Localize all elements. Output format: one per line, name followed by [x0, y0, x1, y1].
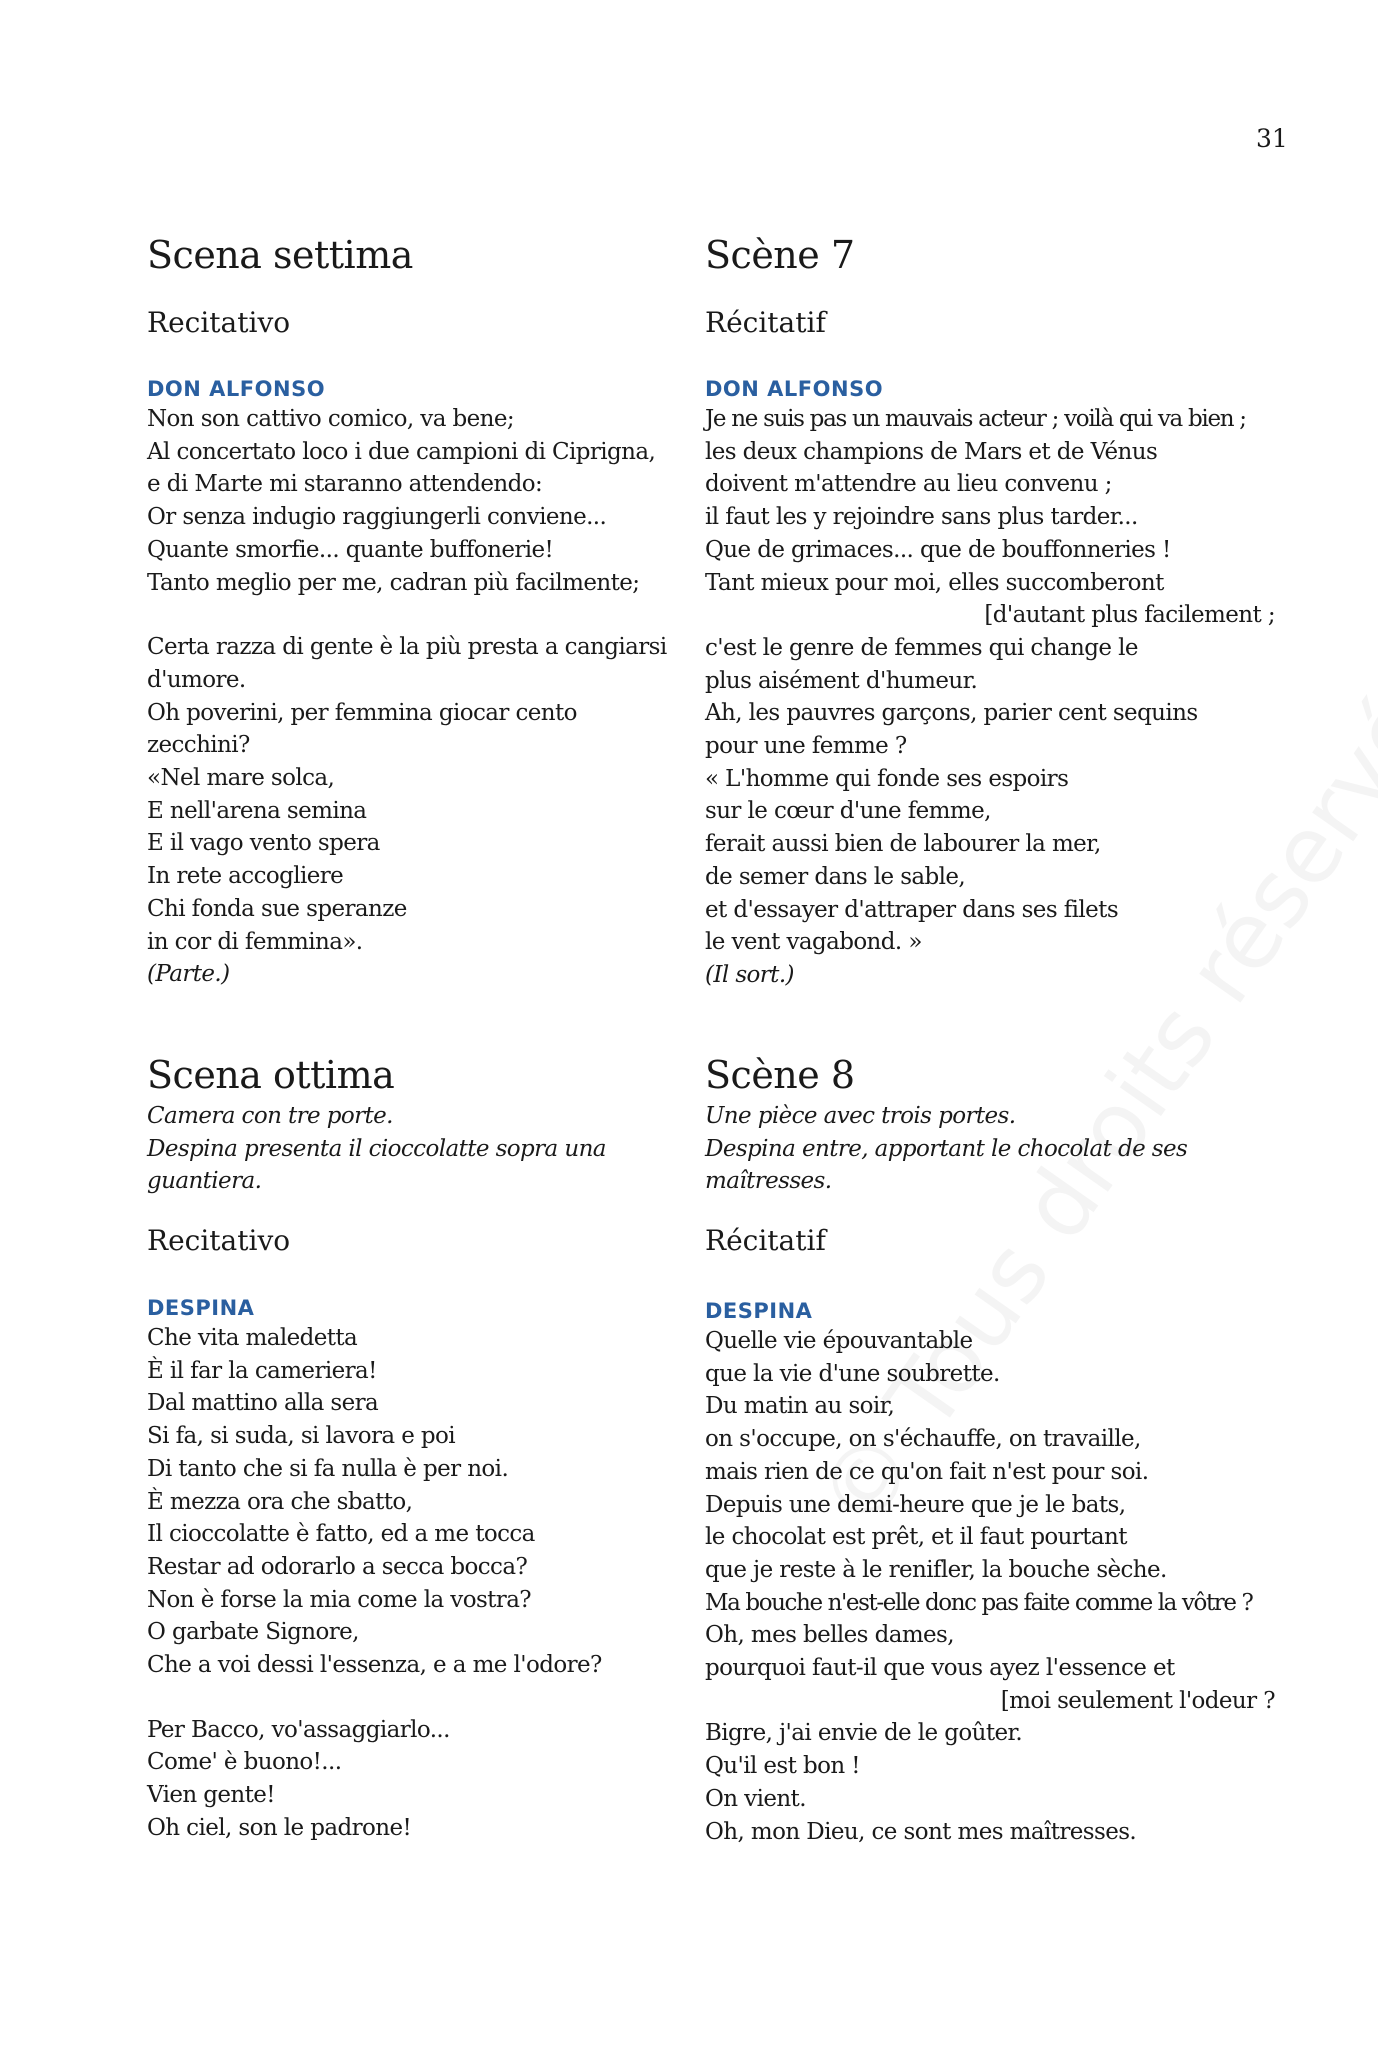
- verse-line: In rete accogliere: [147, 863, 344, 890]
- verse-line: Depuis une demi-heure que je le bats,: [705, 1491, 1126, 1518]
- verse-line: on s'occupe, on s'échauffe, on travaille,: [705, 1426, 1141, 1453]
- verse-line: que la vie d'une soubrette.: [705, 1360, 1000, 1387]
- verse-line: il faut les y rejoindre sans plus tarder...: [705, 504, 1138, 531]
- stage-direction: (Il sort.): [705, 961, 794, 988]
- speaker-name: DON ALFONSO: [147, 377, 326, 401]
- verse-line: Chi fonda sue speranze: [147, 895, 407, 922]
- speaker-name: DON ALFONSO: [705, 377, 884, 401]
- verse-line: pourquoi faut-il que vous ayez l'essence et: [705, 1655, 1175, 1682]
- verse-line: Bigre, j'ai envie de le goûter.: [705, 1720, 1023, 1747]
- verse-line: Dal mattino alla sera: [147, 1390, 379, 1417]
- verse-line: plus aisément d'humeur.: [705, 667, 978, 694]
- stage-direction: Despina presenta il cioccolatte sopra una: [147, 1135, 606, 1162]
- verse-line: Per Bacco, vo'assaggiarlo...: [147, 1716, 450, 1743]
- verse-line: Oh poverini, per femmina giocar cento: [147, 699, 577, 726]
- verse-line: E nell'arena semina: [147, 797, 367, 824]
- verse-line: È il far la cameriera!: [147, 1357, 377, 1384]
- verse-line: e di Marte mi staranno attendendo:: [147, 471, 543, 498]
- verse-line-continuation: [moi seulement l'odeur ?: [1000, 1687, 1275, 1714]
- scene7-dialogue: [705, 375, 1285, 992]
- stage-direction: (Parte.): [147, 961, 230, 988]
- verse-line: Vien gente!: [147, 1782, 275, 1809]
- verse-line: sur le cœur d'une femme,: [705, 798, 991, 825]
- scene8-dialogue: [705, 1297, 1285, 1848]
- verse-line: Je ne suis pas un mauvais acteur ; voilà qui va bien ;: [705, 406, 1246, 432]
- page-number: 31: [1256, 124, 1288, 153]
- verse-line: Certa razza di gente è la più presta a cangiarsi: [147, 634, 667, 661]
- verse-line: Come' è buono!...: [147, 1749, 342, 1776]
- verse-line: Oh ciel, son le padrone!: [147, 1814, 412, 1841]
- verse-line: On vient.: [705, 1785, 806, 1812]
- verse-line-continuation: [d'autant plus facilement ;: [984, 602, 1275, 629]
- verse-line: in cor di femmina».: [147, 928, 363, 955]
- speaker-name: DESPINA: [705, 1299, 813, 1323]
- verse-line: de semer dans le sable,: [705, 863, 966, 890]
- scene-title: Scena settima: [147, 233, 413, 277]
- verse-line: c'est le genre de femmes qui change le: [705, 634, 1138, 661]
- verse-line: Al concertato loco i due campioni di Ciprigna,: [147, 438, 656, 465]
- scene-title: Scène 8: [705, 1053, 855, 1097]
- verse-line: Que de grimaces... que de bouffonneries !: [705, 536, 1171, 563]
- scene7-dialogue: [147, 375, 692, 991]
- verse-line: ferait aussi bien de labourer la mer,: [705, 831, 1101, 858]
- verse-line: È mezza ora che sbatto,: [147, 1488, 413, 1515]
- verse-line: zecchini?: [147, 732, 250, 759]
- verse-line: Ma bouche n'est-elle donc pas faite comme la vôtre ?: [705, 1589, 1253, 1616]
- verse-line: mais rien de ce qu'on fait n'est pour soi.: [705, 1458, 1149, 1485]
- scene8-stage-directions: [705, 1100, 1285, 1198]
- verse-line: Quante smorfie... quante buffonerie!: [147, 536, 554, 563]
- verse-line: Qu'il est bon !: [705, 1753, 860, 1780]
- verse-line: d'umore.: [147, 666, 246, 693]
- stage-direction: guantiera.: [147, 1168, 262, 1195]
- verse-line: Quelle vie épouvantable: [705, 1328, 973, 1354]
- section-subtitle: Récitatif: [705, 1224, 826, 1257]
- verse-line: Du matin au soir,: [705, 1393, 895, 1420]
- verse-line: Che vita maledetta: [147, 1325, 358, 1351]
- scene-title: Scène 7: [705, 233, 855, 277]
- stage-direction: Une pièce avec trois portes.: [705, 1103, 1016, 1129]
- verse-line: doivent m'attendre au lieu convenu ;: [705, 471, 1112, 498]
- verse-line: le chocolat est prêt, et il faut pourtant: [705, 1524, 1127, 1551]
- verse-line: pour une femme ?: [705, 733, 907, 760]
- verse-line: Oh, mes belles dames,: [705, 1622, 954, 1649]
- verse-line: Che a voi dessi l'essenza, e a me l'odore?: [147, 1652, 602, 1679]
- verse-line: que je reste à le renifler, la bouche sèche.: [705, 1556, 1167, 1583]
- verse-line: Non è forse la mia come la vostra?: [147, 1586, 532, 1613]
- verse-line: « L'homme qui fonde ses espoirs: [705, 765, 1069, 792]
- verse-line: «Nel mare solca,: [147, 765, 335, 792]
- verse-line: le vent vagabond. »: [705, 929, 922, 956]
- verse-line: Si fa, si suda, si lavora e poi: [147, 1423, 456, 1450]
- scene8-stage-directions: [147, 1100, 692, 1198]
- scene7-heading-block: [147, 230, 692, 280]
- verse-line: Oh, mon Dieu, ce sont mes maîtresses.: [705, 1818, 1137, 1845]
- verse-line: Di tanto che si fa nulla è per noi.: [147, 1455, 509, 1482]
- stage-direction: Despina entre, apportant le chocolat de ses: [705, 1135, 1188, 1162]
- verse-line: O garbate Signore,: [147, 1619, 359, 1646]
- stage-direction: Camera con tre porte.: [147, 1103, 393, 1129]
- verse-line: Restar ad odorarlo a secca bocca?: [147, 1553, 528, 1580]
- stage-direction: maîtresses.: [705, 1168, 832, 1195]
- verse-line: Tanto meglio per me, cadran più facilmente;: [147, 569, 640, 596]
- verse-line: E il vago vento spera: [147, 830, 380, 857]
- verse-line: Tant mieux pour moi, elles succomberont: [705, 569, 1164, 596]
- scene-title: Scena ottima: [147, 1053, 395, 1097]
- speaker-name: DESPINA: [147, 1296, 255, 1320]
- verse-line: et d'essayer d'attraper dans ses filets: [705, 896, 1119, 923]
- verse-line: Il cioccolatte è fatto, ed a me tocca: [147, 1521, 535, 1548]
- verse-line: Non son cattivo comico, va bene;: [147, 406, 515, 432]
- section-subtitle: Recitativo: [147, 1224, 291, 1257]
- verse-line: Or senza indugio raggiungerli conviene...: [147, 504, 607, 531]
- verse-line: les deux champions de Mars et de Vénus: [705, 438, 1158, 465]
- scene8-dialogue: [147, 1294, 692, 1845]
- section-subtitle: Récitatif: [705, 306, 826, 339]
- section-subtitle: Recitativo: [147, 306, 291, 339]
- verse-line: Ah, les pauvres garçons, parier cent sequins: [705, 700, 1198, 727]
